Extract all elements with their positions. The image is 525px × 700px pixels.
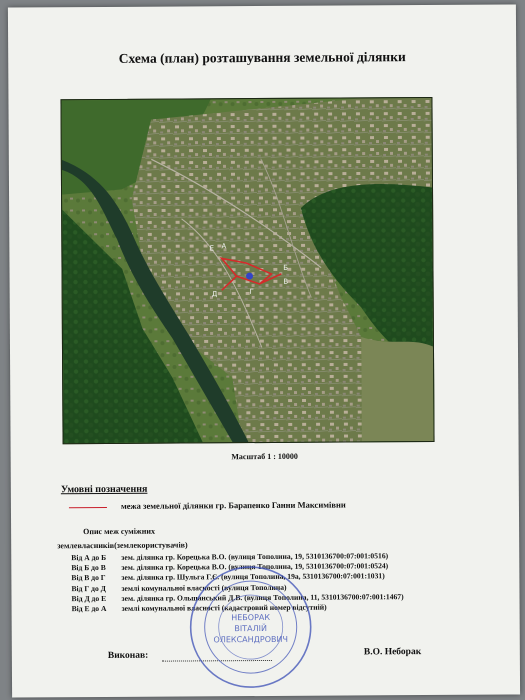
neighbor-segment: Від В до Г xyxy=(71,573,106,583)
map-scale: Масштаб 1 : 10000 xyxy=(231,451,298,462)
neighbor-segment: Від Г до Д xyxy=(71,583,106,593)
stamp-line-2: ВІТАЛІЙ xyxy=(234,623,268,634)
neighbor-description: зем. ділянка гр. Ольшанський Д.В. (вулиця Тополина, 11, 5310136700:07:001:1467) xyxy=(121,591,404,603)
signer-name: В.О. Неборак xyxy=(363,647,422,658)
legend-title: Умовні позначення xyxy=(60,483,148,496)
map-label-g: Г xyxy=(249,287,254,296)
neighbors-heading: Опис меж суміжних xyxy=(83,526,155,537)
legend-boundary-line xyxy=(69,507,107,508)
document-page xyxy=(8,4,520,697)
neighbor-description: зем. ділянка гр. Корецька В.О. (вулиця Тополина, 19, 5310136700:07:001:0516) xyxy=(121,551,389,562)
map-label-b: Б xyxy=(283,263,289,272)
map-label-v: В xyxy=(283,277,289,286)
neighbor-segment: Від А до Б xyxy=(71,552,107,563)
map-label-e: Е xyxy=(209,244,215,253)
document-title: Схема (план) розташування земельної ділянки xyxy=(118,49,406,66)
neighbor-segment: Від Д до Е xyxy=(71,593,107,603)
stamp-line-3: ОЛЕКСАНДРОВИЧ xyxy=(213,634,289,645)
satellite-map xyxy=(60,97,434,444)
map-label-a: А xyxy=(221,242,227,251)
signature-label: Виконав: xyxy=(107,650,149,661)
neighbor-description: зем. ділянка гр. Корецька В.О. (вулиця Тополина, 19, 5310136700:07:001:0524) xyxy=(121,561,389,573)
stamp-line-1: НЕБОРАК xyxy=(231,612,271,623)
neighbor-description: землі комунальної власності (кадастровий номер відсутній) xyxy=(121,602,327,613)
legend-boundary-text: межа земельної ділянки гр. Барапенко Ганни Максимівни xyxy=(120,499,346,511)
neighbor-description: зем. ділянка гр. Шульга Г.Є. (вулиця Тополина, 19а, 5310136700:07:001:1031) xyxy=(121,571,385,583)
neighbor-row xyxy=(72,602,492,615)
satellite-map-image xyxy=(61,98,433,443)
map-label-d: Д xyxy=(211,290,218,299)
neighbor-segment: Від Б до В xyxy=(71,563,106,573)
neighbor-segment: Від Е до А xyxy=(71,603,107,614)
neighbors-list xyxy=(71,551,491,615)
neighbors-subheading: землевласників(землекористувачів) xyxy=(57,540,188,551)
signature-line xyxy=(162,660,272,662)
neighbor-description: землі комунальної власності (вулиця Тополина) xyxy=(121,582,287,593)
